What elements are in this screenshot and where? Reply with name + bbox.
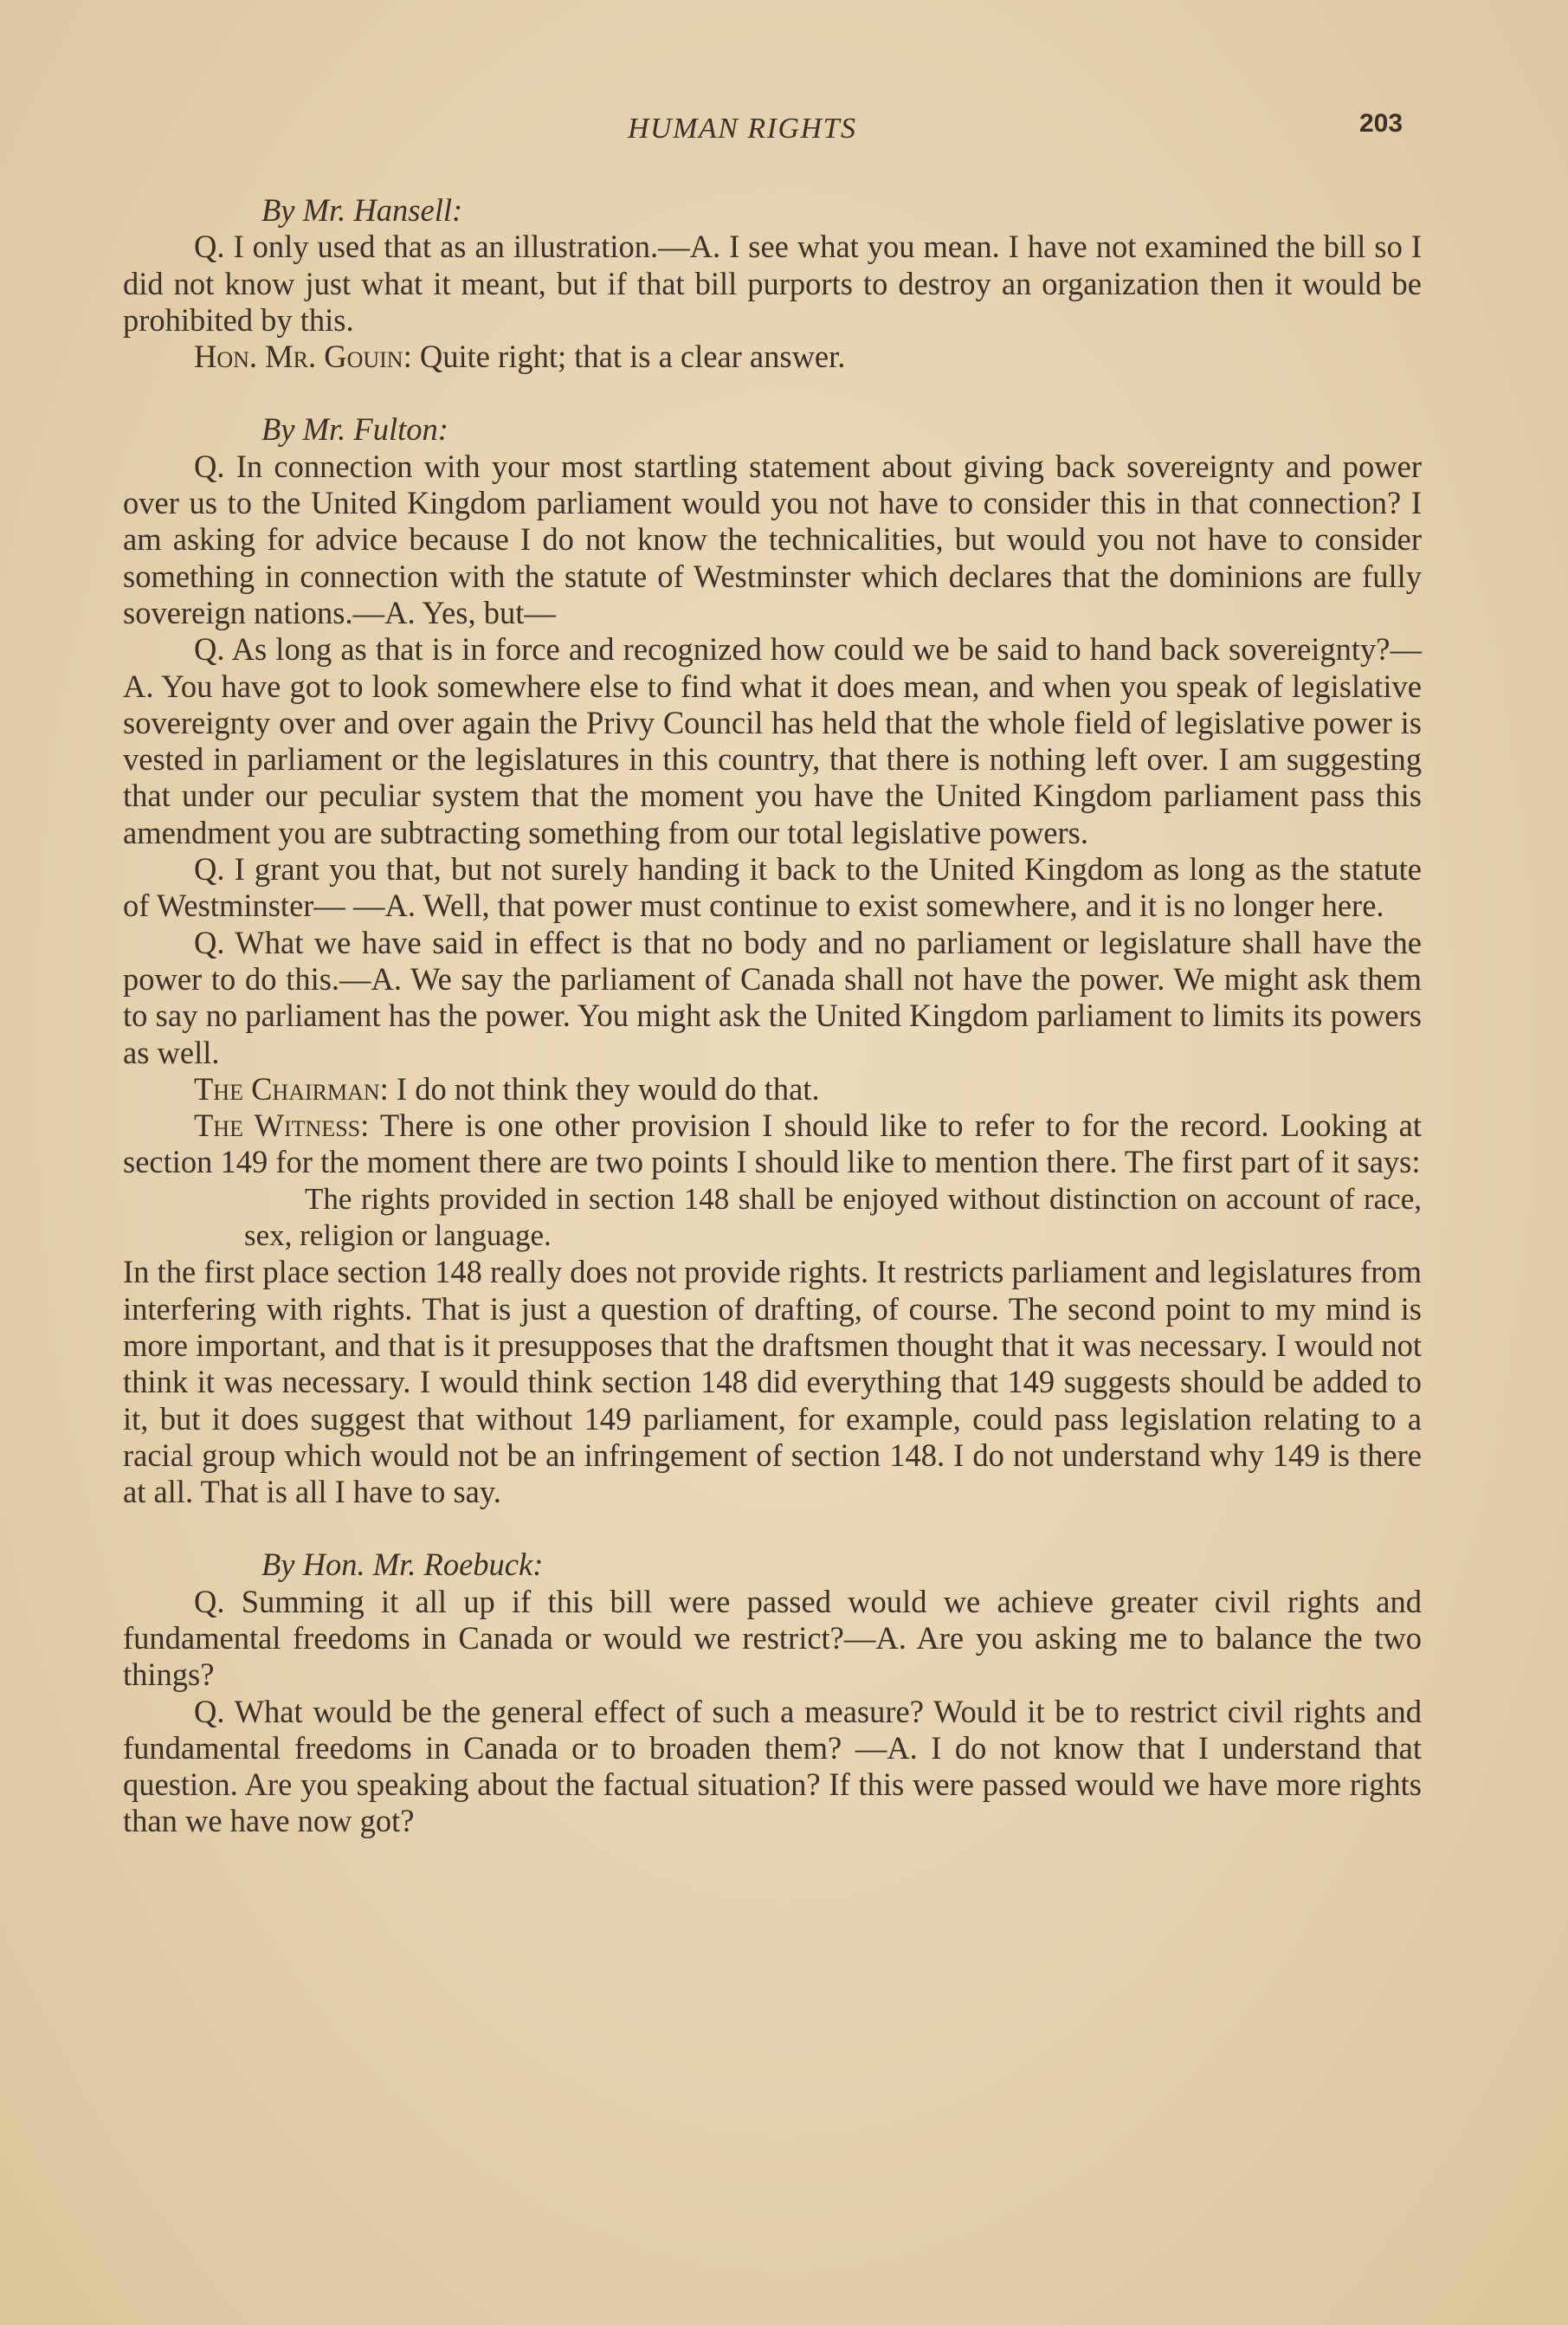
question-paragraph: Q. What we have said in effect is that no body and no parliament or legislature shall have the power to do this.—A. We say the parliament of Canada shall not have the power. We might ask them to say no parliament has the power. You might ask the United Kingdom parliament to limits its powers as well. — [123, 924, 1422, 1070]
speech-text: : There is one other provision I should like to refer to for the record. Looking at section 149 for the moment there are two points I should like to mention there. The first part of it says: — [123, 1108, 1422, 1180]
question-paragraph: Q. As long as that is in force and recognized how could we be said to hand back sovereignty?—A. You have got to look somewhere else to find what it does mean, and when you speak of legislative sovereignty over and over again the Privy Council has held that the whole field of legislative power is vested in parliament or the legislatures in this country, that there is nothing left over. I am suggesting that under our peculiar system that the moment you have the United Kingdom parliament pass this amendment you are subtracting something from our total legislative powers. — [123, 631, 1422, 850]
examiner-heading-fulton: By Mr. Fulton: — [261, 411, 448, 448]
speaker-name: The Witness — [194, 1108, 361, 1144]
question-paragraph: Q. I only used that as an illustration.—A. I see what you mean. I have not examined the bill so I did not know just what it meant, but if that bill purports to destroy an organization then it would be prohibited by this. — [123, 229, 1422, 338]
body-text — [123, 192, 1422, 1840]
examiner-heading-roebuck: By Hon. Mr. Roebuck: — [261, 1547, 544, 1583]
continuation-paragraph: In the first place section 148 really does not provide rights. It restricts parliament and legislatures from interfering with rights. That is just a question of drafting, of course. The second point to my mind is more important, and that is it presupposes that the draftsmen thought that it was necessary. I would not think it was necessary. I would think section 148 did everything that 149 suggests should be added to it, but it does suggest that without 149 parliament, for example, could pass legislation relating to a racial group which would not be an infringement of section 148. I do not understand why 149 is there at all. That is all I have to say. — [123, 1254, 1422, 1510]
speech-paragraph-witness — [123, 1108, 1422, 1181]
question-paragraph: Q. I grant you that, but not surely handing it back to the United Kingdom as long as the statute of Westminster— —A. Well, that power must continue to exist somewhere, and it is no longer here. — [123, 851, 1422, 924]
examiner-heading-hansell: By Mr. Hansell: — [261, 192, 463, 228]
speech-paragraph-gouin — [123, 339, 1422, 375]
speaker-name: Hon. Mr. Gouin — [194, 339, 403, 375]
question-paragraph: Q. What would be the general effect of such a measure? Would it be to restrict civil rights and fundamental freedoms in Canada or to broaden them? —A. I do not know that I understand that question. Are you speaking about the factual situation? If this were passed would we have more rights than we have now got? — [123, 1693, 1422, 1839]
speech-text: : I do not think they would do that. — [379, 1070, 820, 1107]
page-number: 203 — [1359, 109, 1403, 138]
speech-text: : Quite right; that is a clear answer. — [403, 339, 846, 375]
speech-paragraph-chairman — [123, 1071, 1422, 1108]
page-header — [0, 109, 1568, 156]
question-paragraph: Q. Summing it all up if this bill were passed would we achieve greater civil rights and fundamental freedoms in Canada or would we restrict?—A. Are you asking me to balance the two things? — [123, 1583, 1422, 1693]
speaker-name: The Chairman — [194, 1070, 380, 1107]
running-title: HUMAN RIGHTS — [628, 113, 857, 145]
question-paragraph: Q. In connection with your most startling statement about giving back sovereignty and power over us to the United Kingdom parliament would you not have to consider this in that connection? I am asking for advice because I do not know the technicalities, but would you not have to consider something in connection with the statute of Westminster which declares that the dominions are fully sovereign nations.—A. Yes, but— — [123, 448, 1422, 630]
quoted-section-text: The rights provided in section 148 shall be enjoyed without distinction on account of race, sex, religion or language. — [244, 1181, 1422, 1253]
